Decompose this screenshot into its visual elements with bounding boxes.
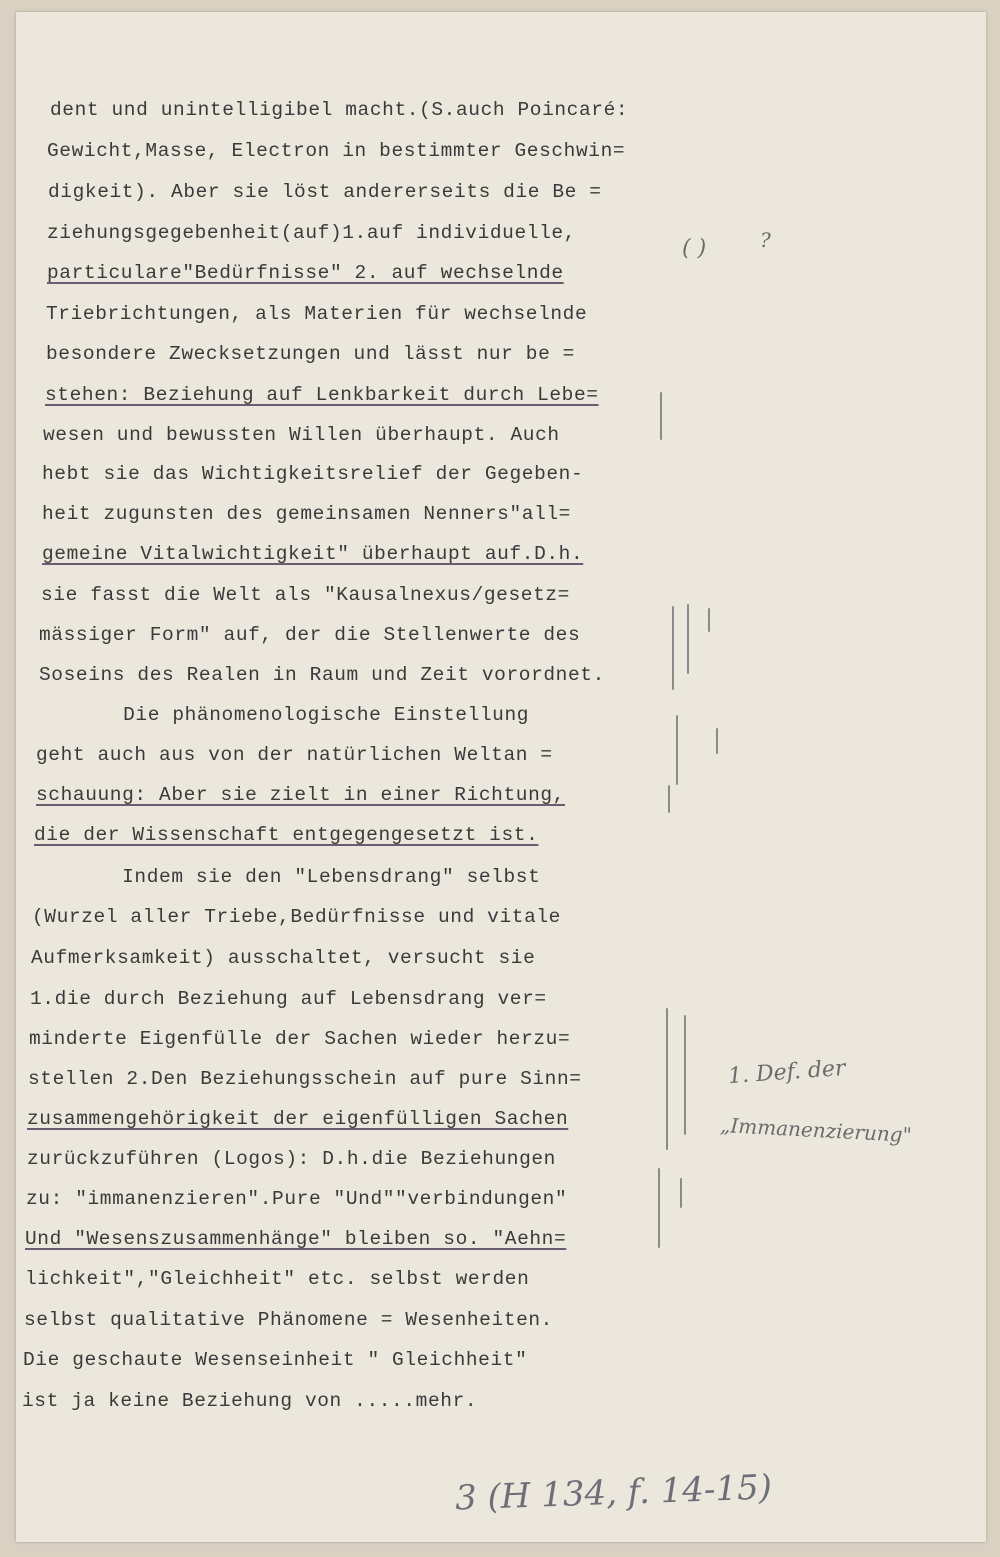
text-line: digkeit). Aber sie löst andererseits die Be = xyxy=(48,181,602,203)
text-line: stellen 2.Den Beziehungsschein auf pure Sinn= xyxy=(28,1068,582,1090)
margin-bar xyxy=(658,1168,660,1248)
margin-question: ? xyxy=(760,228,771,252)
margin-bar xyxy=(668,785,670,813)
text-line: Und "Wesenszusammenhänge" bleiben so. "Aehn= xyxy=(25,1228,567,1250)
text-line: heit zugunsten des gemeinsamen Nenners"all= xyxy=(42,503,571,525)
text-line: geht auch aus von der natürlichen Weltan = xyxy=(36,744,553,766)
text-line: zurückzuführen (Logos): D.h.die Beziehungen xyxy=(27,1148,556,1170)
margin-note-term: „Immanenzierung" xyxy=(719,1112,913,1148)
text-line: particulare"Bedürfnisse" 2. auf wechselnde xyxy=(47,262,564,284)
text-line: gemeine Vitalwichtigkeit" überhaupt auf.D.h. xyxy=(42,543,584,565)
text-line: Gewicht,Masse, Electron in bestimmter Geschwin= xyxy=(47,140,626,162)
text-line: Aufmerksamkeit) ausschaltet, versucht sie xyxy=(31,947,536,969)
text-line: lichkeit","Gleichheit" etc. selbst werden xyxy=(25,1268,530,1290)
text-line: wesen und bewussten Willen überhaupt. Auch xyxy=(43,424,560,446)
margin-bar xyxy=(687,604,689,674)
text-line: ist ja keine Beziehung von .....mehr. xyxy=(22,1390,478,1412)
margin-bar xyxy=(708,608,710,632)
text-line: Indem sie den "Lebensdrang" selbst xyxy=(36,866,541,888)
margin-bar xyxy=(660,392,662,440)
text-line: hebt sie das Wichtigkeitsrelief der Gegeben- xyxy=(42,463,584,485)
text-line: sie fasst die Welt als "Kausalnexus/gesetz= xyxy=(41,584,570,606)
text-line: Die phänomenologische Einstellung xyxy=(37,704,530,726)
text-line: minderte Eigenfülle der Sachen wieder herzu= xyxy=(29,1028,571,1050)
text-line: stehen: Beziehung auf Lenkbarkeit durch Lebe= xyxy=(45,384,599,406)
text-line: zusammengehörigkeit der eigenfülligen Sachen xyxy=(27,1108,569,1130)
text-line: Triebrichtungen, als Materien für wechselnde xyxy=(46,303,588,325)
text-line: (Wurzel aller Triebe,Bedürfnisse und vitale xyxy=(32,906,561,928)
text-line: Die geschaute Wesenseinheit " Gleichheit" xyxy=(23,1349,528,1371)
margin-bar xyxy=(676,715,678,785)
text-line: dent und unintelligibel macht.(S.auch Poincaré: xyxy=(50,99,629,121)
margin-parens: ( ) xyxy=(682,236,707,261)
margin-bar xyxy=(666,1008,668,1150)
text-line: die der Wissenschaft entgegengesetzt ist. xyxy=(34,824,539,846)
text-line: besondere Zwecksetzungen und lässt nur be = xyxy=(46,343,575,365)
text-line: zu: "immanenzieren".Pure "Und""verbindungen" xyxy=(26,1188,568,1210)
margin-bar xyxy=(680,1178,682,1208)
text-line: mässiger Form" auf, der die Stellenwerte des xyxy=(39,624,581,646)
text-line: ziehungsgegebenheit(auf)1.auf individuelle, xyxy=(47,222,576,244)
margin-bar xyxy=(672,606,674,690)
margin-note-definition: 1. Def. der xyxy=(727,1055,847,1090)
text-line: schauung: Aber sie zielt in einer Richtung, xyxy=(36,784,565,806)
text-line: Soseins des Realen in Raum und Zeit vorordnet. xyxy=(39,664,605,686)
margin-bar xyxy=(684,1015,686,1135)
text-line: selbst qualitative Phänomene = Wesenheiten. xyxy=(24,1309,553,1331)
text-line: 1.die durch Beziehung auf Lebensdrang ver= xyxy=(30,988,547,1010)
archive-reference: 3 (H 134, f. 14-15) xyxy=(454,1467,773,1519)
margin-bar xyxy=(716,728,718,754)
